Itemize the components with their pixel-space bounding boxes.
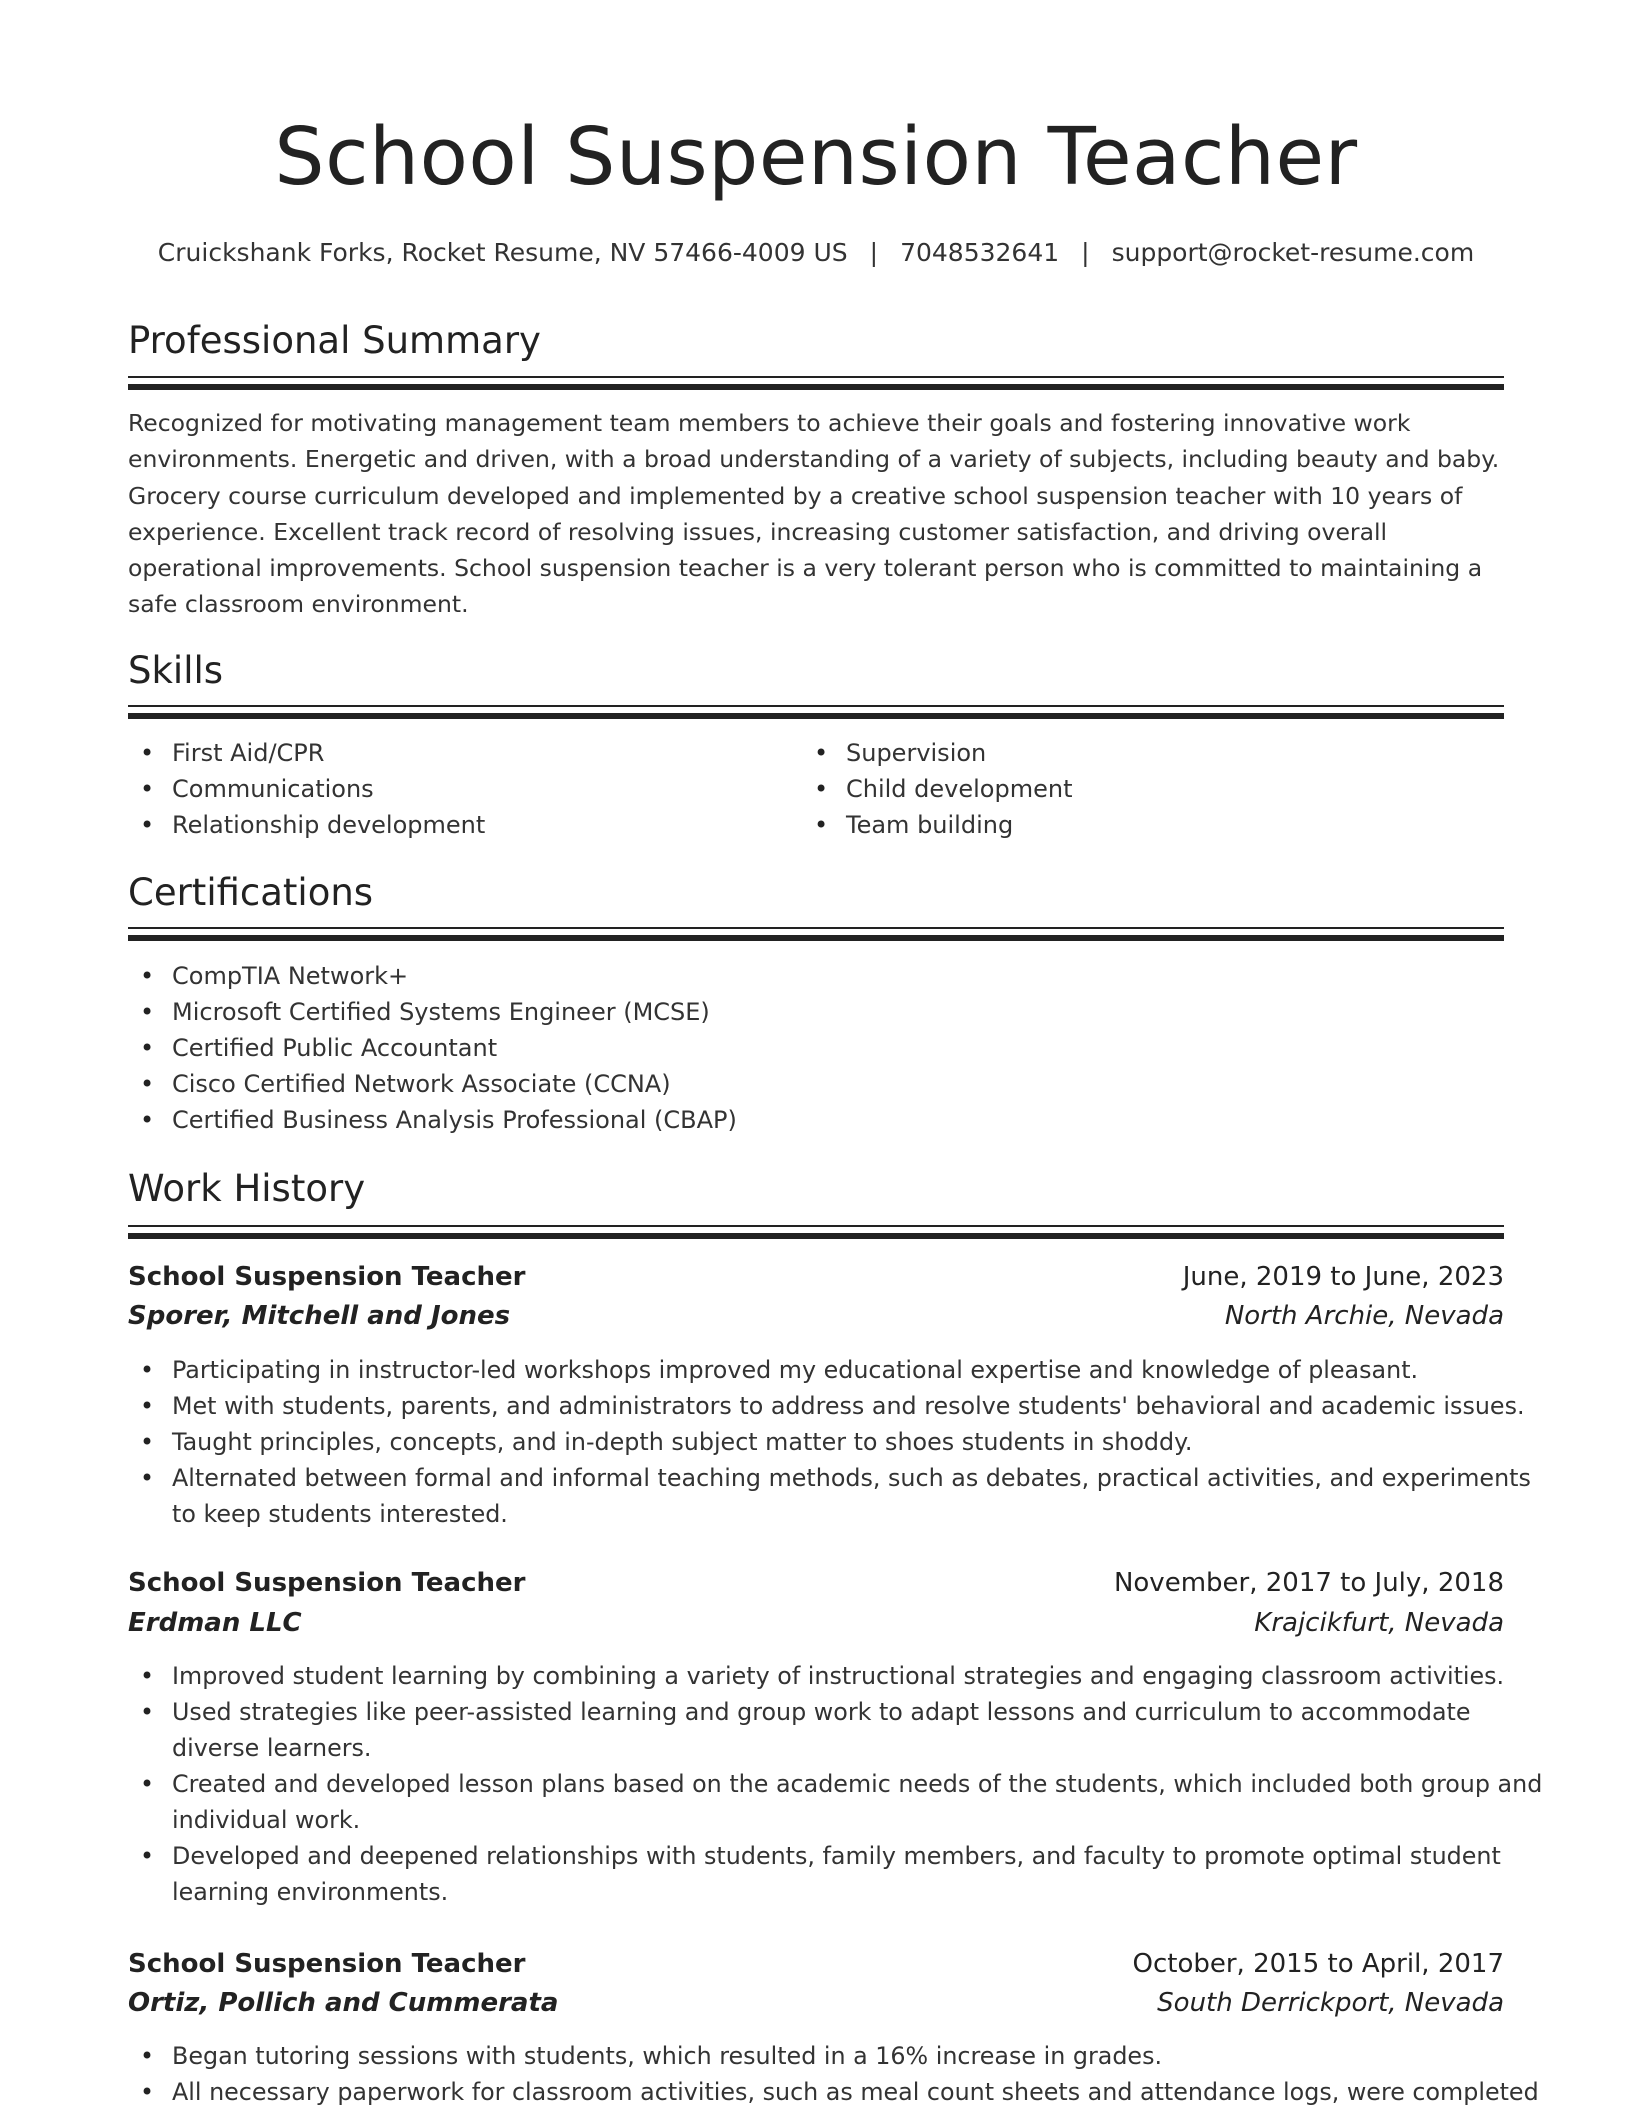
responsibility-item: • Created and developed lesson plans based on the academic needs of the students, which included both group and individual work.	[172, 1766, 1548, 1838]
contact-address: Cruickshank Forks, Rocket Resume, NV 57466-4009 US	[157, 238, 848, 267]
job-title: School Suspension Teacher	[128, 1949, 526, 1979]
section-divider	[128, 1225, 1504, 1239]
contact-email[interactable]: support@rocket-resume.com	[1111, 238, 1475, 267]
skill-item: • Child development	[846, 771, 1073, 807]
skill-item: • Supervision	[846, 735, 1073, 771]
job-dates: October, 2015 to April, 2017	[1132, 1949, 1504, 1979]
contact-line	[0, 240, 1632, 265]
job-header	[128, 1570, 1504, 1596]
section-divider	[128, 376, 1504, 390]
skill-item: • First Aid/CPR	[172, 735, 485, 771]
skill-item: • Team building	[846, 807, 1073, 843]
certifications-list	[128, 958, 737, 1138]
job-responsibilities	[128, 1352, 1548, 1532]
job-company-row	[128, 1610, 1504, 1636]
skill-item: • Relationship development	[172, 807, 485, 843]
section-title-summary: Professional Summary	[128, 319, 541, 362]
responsibility-item: • Alternated between formal and informal teaching methods, such as debates, practical activities, and experiments to keep students interested.	[172, 1460, 1548, 1532]
responsibility-item: • Began tutoring sessions with students, which resulted in a 16% increase in grades.	[172, 2038, 1548, 2074]
skills-list-left	[128, 735, 485, 843]
job-location: South Derrickport, Nevada	[1157, 1988, 1504, 2018]
contact-separator: |	[869, 238, 879, 267]
job-title: School Suspension Teacher	[128, 1568, 526, 1598]
job-company-row	[128, 1303, 1504, 1329]
job-title: School Suspension Teacher	[128, 1262, 526, 1292]
job-company: Sporer, Mitchell and Jones	[128, 1301, 511, 1331]
job-company-row	[128, 1990, 1504, 2016]
contact-separator: |	[1081, 238, 1090, 267]
certification-item: • Certified Business Analysis Professional (CBAP)	[172, 1102, 737, 1138]
certification-item: • Microsoft Certified Systems Engineer (MCSE)	[172, 994, 737, 1030]
responsibility-item: • Improved student learning by combining a variety of instructional strategies and engaging classroom activities.	[172, 1658, 1548, 1694]
certification-item: • Certified Public Accountant	[172, 1030, 737, 1066]
job-responsibilities	[128, 2038, 1548, 2110]
section-divider	[128, 705, 1504, 719]
job-responsibilities	[128, 1658, 1548, 1910]
certification-item: • CompTIA Network+	[172, 958, 737, 994]
job-location: North Archie, Nevada	[1224, 1301, 1504, 1331]
summary-text: Recognized for motivating management team members to achieve their goals and fostering innovative work environments. Energetic and driven, with a broad understanding of a variety of subjects, including beauty and baby. Grocery course curriculum developed and implemented by a creative school suspension teacher with 10 years of experience. Excellent track record of resolving issues, increasing customer satisfaction, and driving overall operational improvements. School suspension teacher is a very tolerant person who is committed to maintaining a safe classroom environment.	[128, 409, 1500, 619]
section-title-work-history: Work History	[128, 1167, 366, 1210]
job-company: Erdman LLC	[128, 1608, 302, 1638]
responsibility-item: • Used strategies like peer-assisted learning and group work to adapt lessons and curriculum to accommodate diverse learners.	[172, 1694, 1548, 1766]
section-title-certifications: Certifications	[128, 871, 374, 914]
skill-item: • Communications	[172, 771, 485, 807]
job-company: Ortiz, Pollich and Cummerata	[128, 1988, 559, 2018]
responsibility-item: • Taught principles, concepts, and in-depth subject matter to shoes students in shoddy.	[172, 1424, 1548, 1460]
job-header	[128, 1951, 1504, 1977]
responsibility-item: • Met with students, parents, and administrators to address and resolve students' behavioral and academic issues.	[172, 1388, 1548, 1424]
responsibility-item: • Participating in instructor-led workshops improved my educational expertise and knowledge of pleasant.	[172, 1352, 1548, 1388]
job-location: Krajcikfurt, Nevada	[1254, 1608, 1504, 1638]
resume-name: School Suspension Teacher	[274, 111, 1358, 203]
job-dates: November, 2017 to July, 2018	[1113, 1568, 1504, 1598]
responsibility-item: • Developed and deepened relationships with students, family members, and faculty to promote optimal student learning environments.	[172, 1838, 1548, 1910]
certification-item: • Cisco Certified Network Associate (CCNA)	[172, 1066, 737, 1102]
contact-phone: 7048532641	[900, 238, 1060, 267]
job-header	[128, 1264, 1504, 1290]
responsibility-item: • All necessary paperwork for classroom activities, such as meal count sheets and attendance logs, were completed	[172, 2074, 1548, 2110]
section-title-skills: Skills	[128, 649, 224, 692]
job-dates: June, 2019 to June, 2023	[1182, 1262, 1504, 1292]
skills-list-right	[802, 735, 1073, 843]
section-divider	[128, 927, 1504, 941]
